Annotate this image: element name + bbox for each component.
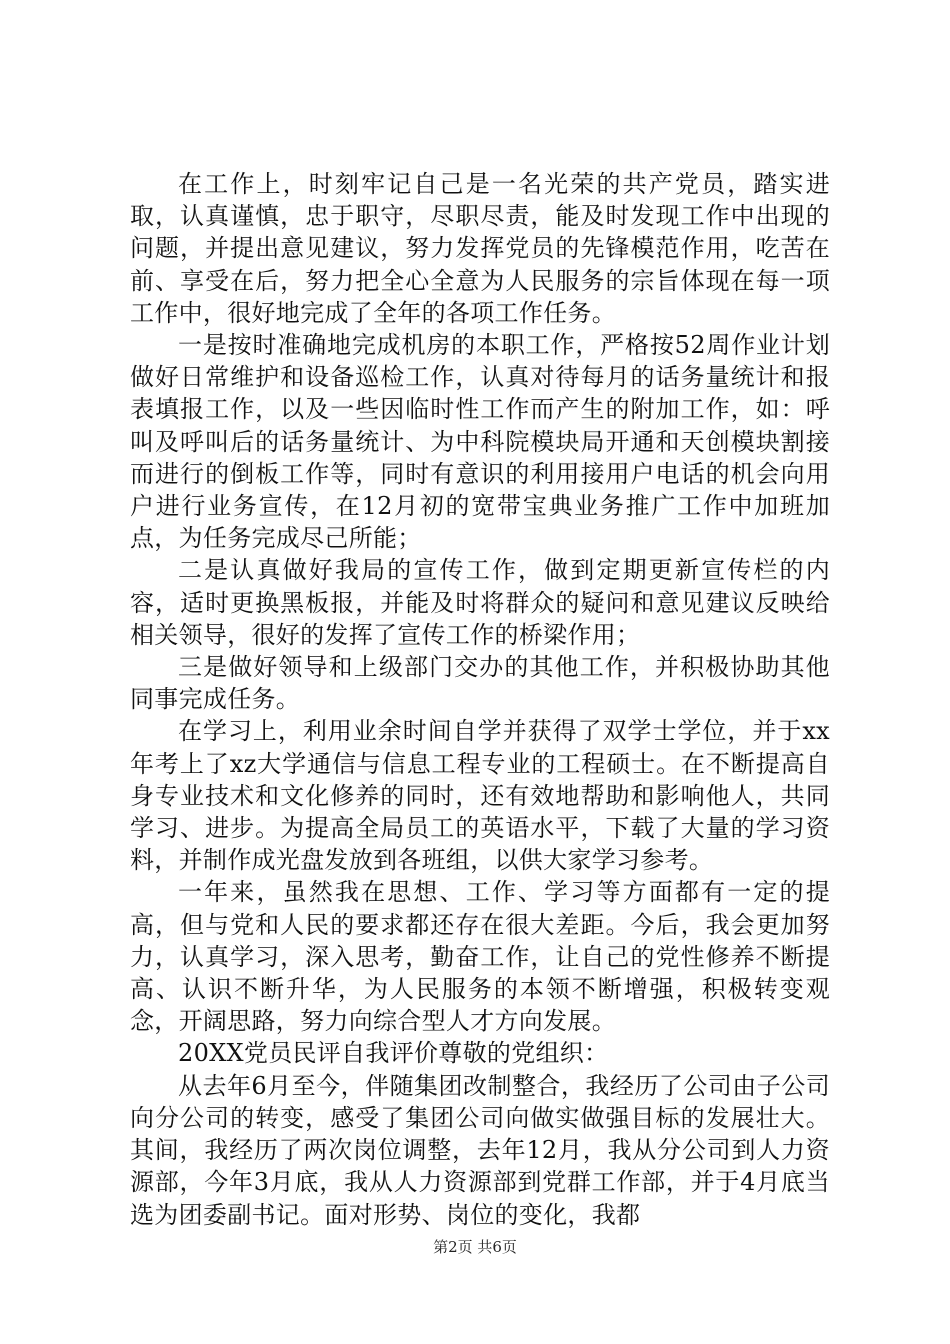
document-body <box>130 168 830 1231</box>
paragraph-study: 在学习上，利用业余时间自学并获得了双学士学位，并于xx年考上了xz大学通信与信息工程专业的工程硕士。在不断提高自身专业技术和文化修养的同时，还有效地帮助和影响他人，共同学习、进步。为提高全局员工的英语水平，下载了大量的学习资料，并制作成光盘发放到各班组，以供大家学习参考。 <box>130 717 830 875</box>
paragraph-item-one: 一是按时准确地完成机房的本职工作，严格按52周作业计划做好日常维护和设备巡检工作，认真对待每月的话务量统计和报表填报工作，以及一些因临时性工作而产生的附加工作，如：呼叫及呼叫后的话务量统计、为中科院模块局开通和天创模块割接而进行的倒板工作等，同时有意识的利用接用户电话的机会向用户进行业务宣传，在12月初的宽带宝典业务推广工作中加班加点，为任务完成尽己所能； <box>130 331 830 553</box>
paragraph-heading-line: 20XX党员民评自我评价尊敬的党组织： <box>178 1039 609 1068</box>
paragraph-summary: 一年来，虽然我在思想、工作、学习等方面都有一定的提高，但与党和人民的要求都还存在很大差距。今后，我会更加努力，认真学习，深入思考，勤奋工作，让自己的党性修养不断提高、认识不断升华，为人民服务的本领不断增强，积极转变观念，开阔思路，努力向综合型人才方向发展。 <box>130 878 830 1036</box>
paragraph-work: 在工作上，时刻牢记自己是一名光荣的共产党员，踏实进取，认真谨慎，忠于职守，尽职尽责，能及时发现工作中出现的问题，并提出意见建议，努力发挥党员的先锋模范作用，吃苦在前、享受在后，努力把全心全意为人民服务的宗旨体现在每一项工作中，很好地完成了全年的各项工作任务。 <box>130 170 830 327</box>
paragraph-new-section: 从去年6月至今，伴随集团改制整合，我经历了公司由子公司向分公司的转变，感受了集团公司向做实做强目标的发展壮大。其间，我经历了两次岗位调整，去年12月，我从分公司到人力资源部，今年3月底，我从人力资源部到党群工作部，并于4月底当选为团委副书记。面对形势、岗位的变化，我都 <box>130 1071 830 1229</box>
paragraph-item-two: 二是认真做好我局的宣传工作，做到定期更新宣传栏的内容，适时更换黑板报，并能及时将群众的疑问和意见建议反映给相关领导，很好的发挥了宣传工作的桥梁作用； <box>130 556 830 649</box>
page-footer: 第2页 共6页 <box>433 1238 517 1256</box>
paragraph-item-three: 三是做好领导和上级部门交办的其他工作，并积极协助其他同事完成任务。 <box>130 653 830 714</box>
